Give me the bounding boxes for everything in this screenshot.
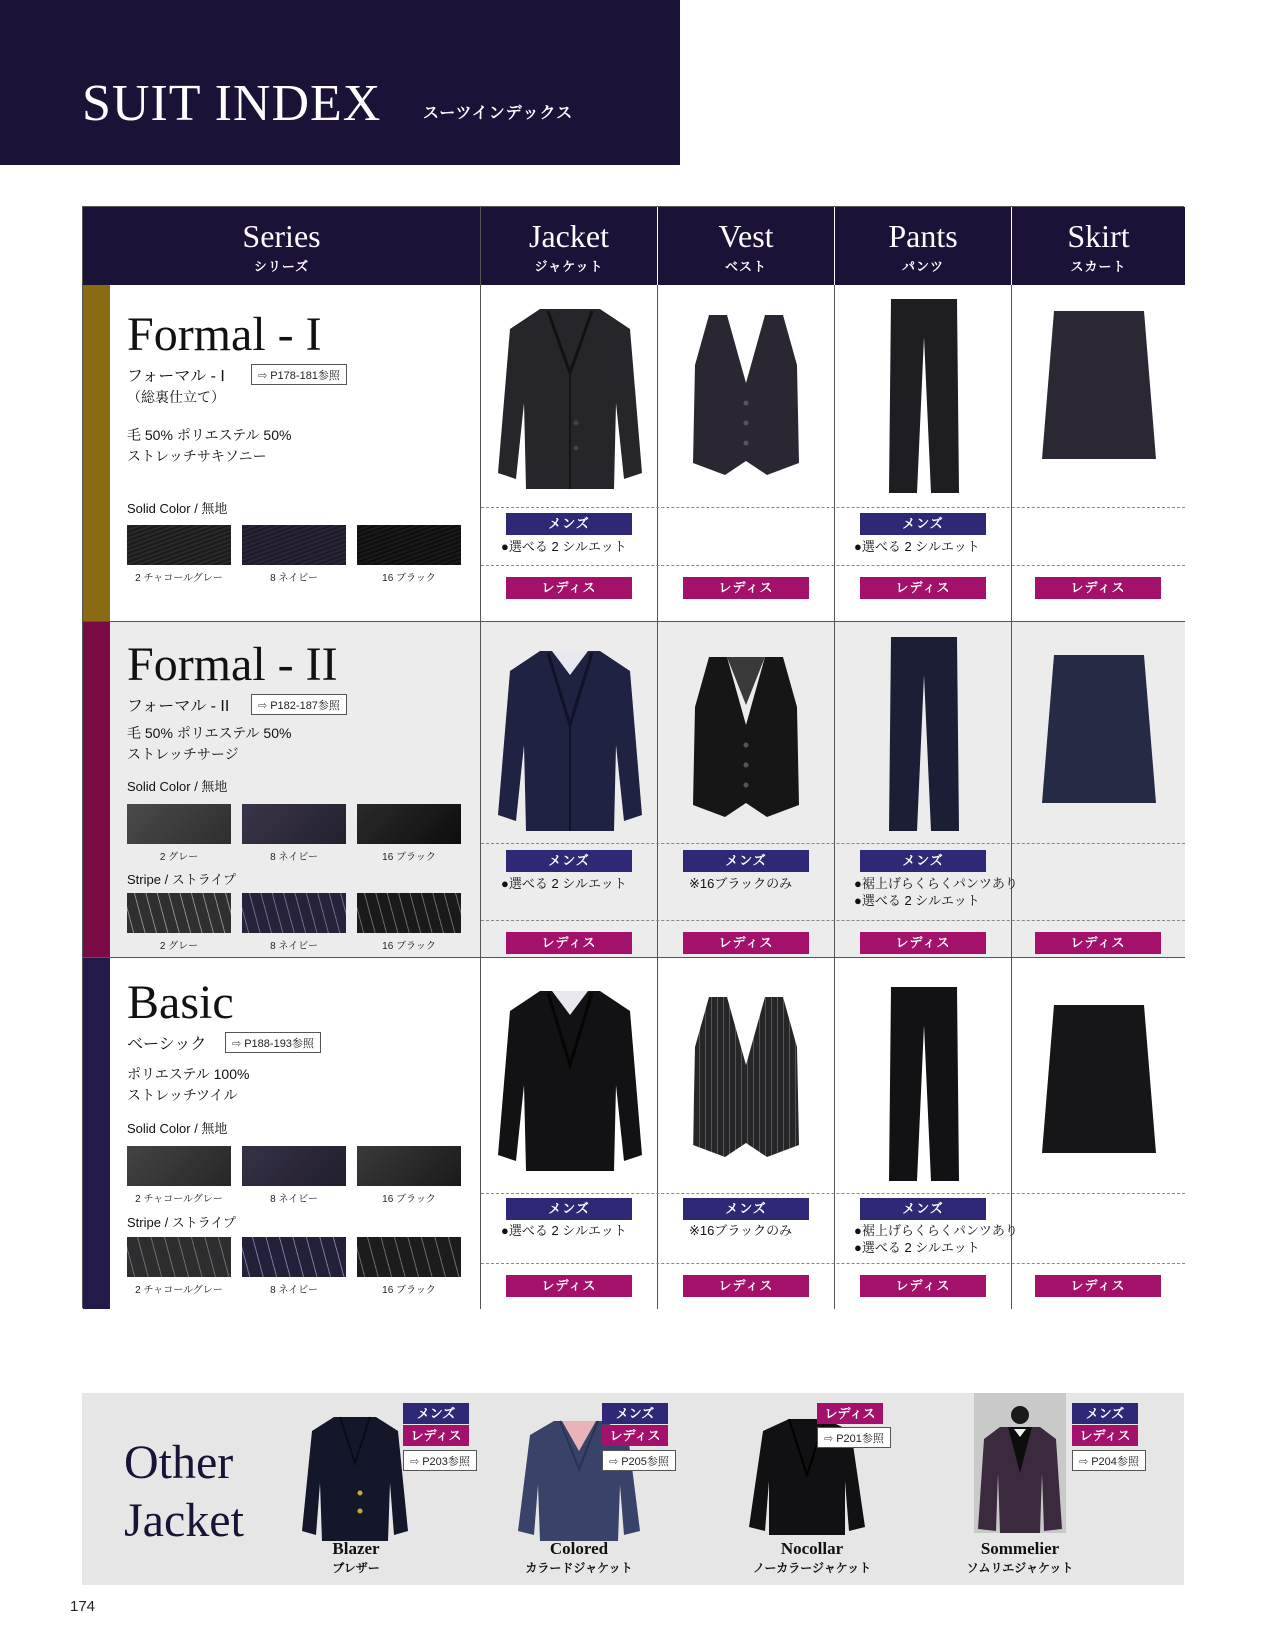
- arrow-icon: ⇨: [258, 370, 268, 382]
- material-line: ポリエステル 100%: [127, 1066, 250, 1082]
- blazer-image: [300, 1413, 410, 1543]
- skirt-image: [1040, 653, 1158, 805]
- arrow-icon: ⇨: [258, 700, 268, 712]
- jacket-image: [496, 303, 644, 493]
- ladies-tag: レディス: [1035, 577, 1161, 599]
- material-line: 毛 50% ポリエステル 50%: [127, 427, 292, 443]
- ladies-tag: レディス: [683, 577, 809, 599]
- ladies-tag: レディス: [403, 1425, 469, 1446]
- mens-tag: メンズ: [683, 1198, 809, 1220]
- swatch-caption: 8 ネイビー: [270, 852, 318, 863]
- swatch-charcoal: [127, 525, 231, 565]
- header-banner: [0, 0, 680, 165]
- swatch-stripe-black: [357, 893, 461, 933]
- swatch-stripe-navy: [242, 893, 346, 933]
- swatch-stripe-navy: [242, 1237, 346, 1277]
- ladies-tag: レディス: [506, 577, 632, 599]
- page-ref-link[interactable]: ⇨ P201参照: [817, 1427, 891, 1448]
- solid-color-label: Solid Color / 無地: [127, 779, 228, 794]
- series-band-basic: [83, 957, 110, 1309]
- suit-index-table: [82, 206, 1184, 1308]
- ladies-tag: レディス: [506, 932, 632, 954]
- ladies-tag: レディス: [683, 1275, 809, 1297]
- solid-color-label: Solid Color / 無地: [127, 1121, 228, 1136]
- jacket-note: ●選べる 2 シルエット: [501, 539, 627, 554]
- page-subtitle: スーツインデックス: [423, 105, 574, 122]
- series-name-basic: Basic: [127, 976, 234, 1029]
- swatch-charcoal: [127, 1146, 231, 1186]
- swatch-black: [357, 525, 461, 565]
- skirt-image: [1040, 1003, 1158, 1155]
- page-ref-link[interactable]: ⇨ P188-193参照: [225, 1032, 321, 1053]
- mens-tag: メンズ: [403, 1403, 469, 1424]
- swatch-black: [357, 804, 461, 844]
- material-line: 毛 50% ポリエステル 50%: [127, 725, 292, 741]
- swatch-caption: 16 ブラック: [382, 941, 436, 952]
- other-title-line2: Jacket: [124, 1494, 244, 1547]
- pants-image: [885, 985, 963, 1181]
- ladies-tag: レディス: [602, 1425, 668, 1446]
- material-line: ストレッチツイル: [127, 1087, 238, 1103]
- page-number: 174: [70, 1598, 96, 1615]
- swatch-caption: 8 ネイビー: [270, 1194, 318, 1205]
- mens-tag: メンズ: [860, 513, 986, 535]
- solid-color-label: Solid Color / 無地: [127, 501, 228, 516]
- material-line: ストレッチサキソニー: [127, 448, 267, 464]
- skirt-image: [1040, 309, 1158, 461]
- swatch-caption: 8 ネイビー: [270, 573, 318, 584]
- arrow-icon: ⇨: [1079, 1456, 1089, 1468]
- vest-note: ※16ブラックのみ: [689, 1223, 793, 1238]
- pants-note: ●選べる 2 シルエット: [854, 1240, 980, 1255]
- pants-note: ●選べる 2 シルエット: [854, 539, 980, 554]
- other-title-line1: Other: [124, 1436, 234, 1489]
- swatch-caption: 2 グレー: [159, 852, 199, 863]
- arrow-icon: ⇨: [609, 1456, 619, 1468]
- swatch-gray: [127, 804, 231, 844]
- ladies-tag: レディス: [860, 1275, 986, 1297]
- series-jp-formal-2: フォーマル - II: [127, 698, 230, 715]
- vest-image: [687, 995, 805, 1159]
- series-band-formal-2: [83, 621, 110, 957]
- series-band-formal-1: [83, 285, 110, 621]
- ladies-tag: レディス: [1035, 1275, 1161, 1297]
- swatch-stripe-gray: [127, 893, 231, 933]
- swatch-navy: [242, 1146, 346, 1186]
- swatch-navy: [242, 525, 346, 565]
- jacket-image: [496, 645, 644, 835]
- series-jp-basic: ベーシック: [127, 1036, 207, 1053]
- page-ref-link[interactable]: ⇨ P205参照: [602, 1450, 676, 1471]
- column-header-skirt: Skirt スカート: [1012, 207, 1185, 285]
- swatch-caption: 16 ブラック: [382, 573, 436, 584]
- column-header-jacket: Jacket ジャケット: [481, 207, 657, 285]
- page-ref-link[interactable]: ⇨ P204参照: [1072, 1450, 1146, 1471]
- swatch-stripe-charcoal: [127, 1237, 231, 1277]
- column-header-vest: Vest ベスト: [658, 207, 834, 285]
- page-ref-link[interactable]: ⇨ P182-187参照: [251, 694, 347, 715]
- stripe-label: Stripe / ストライプ: [127, 1215, 237, 1230]
- material-line: ストレッチサージ: [127, 746, 239, 762]
- vest-note: ※16ブラックのみ: [689, 876, 793, 891]
- other-item-name: Sommelier: [980, 1539, 1060, 1558]
- swatch-caption: 2 チャコールグレー: [135, 1285, 223, 1296]
- other-jacket-section: [82, 1393, 1184, 1585]
- pants-image: [885, 297, 963, 493]
- ladies-tag: レディス: [506, 1275, 632, 1297]
- ladies-tag: レディス: [860, 932, 986, 954]
- jacket-note: ●選べる 2 シルエット: [501, 1223, 627, 1238]
- other-item-jp: ブレザー: [332, 1561, 380, 1575]
- jacket-image: [496, 985, 644, 1175]
- page-title: SUIT INDEX: [82, 75, 382, 132]
- page-ref-link[interactable]: ⇨ P178-181参照: [251, 364, 347, 385]
- arrow-icon: ⇨: [232, 1038, 242, 1050]
- stripe-label: Stripe / ストライプ: [127, 872, 237, 887]
- swatch-caption: 2 チャコールグレー: [135, 1194, 223, 1205]
- series-note: （総裏仕立て）: [127, 389, 225, 405]
- swatch-caption: 16 ブラック: [382, 852, 436, 863]
- swatch-caption: 2 チャコールグレー: [135, 573, 223, 584]
- mens-tag: メンズ: [860, 1198, 986, 1220]
- vest-image: [687, 655, 805, 819]
- swatch-navy: [242, 804, 346, 844]
- sommelier-jacket-image: [978, 1403, 1062, 1533]
- series-name-formal-2: Formal - II: [127, 638, 338, 691]
- series-name-formal-1: Formal - I: [127, 308, 322, 361]
- mens-tag: メンズ: [506, 513, 632, 535]
- other-item-name: Colored: [549, 1539, 609, 1558]
- swatch-stripe-black: [357, 1237, 461, 1277]
- swatch-caption: 16 ブラック: [382, 1285, 436, 1296]
- ladies-tag: レディス: [860, 577, 986, 599]
- column-header-pants: Pants パンツ: [835, 207, 1011, 285]
- pants-image: [885, 635, 963, 831]
- swatch-caption: 8 ネイビー: [270, 1285, 318, 1296]
- ladies-tag: レディス: [1072, 1425, 1138, 1446]
- column-header-series: Series シリーズ: [83, 207, 480, 285]
- other-item-jp: ノーカラージャケット: [752, 1561, 872, 1575]
- mens-tag: メンズ: [602, 1403, 668, 1424]
- swatch-caption: 8 ネイビー: [270, 941, 318, 952]
- other-item-jp: ソムリエジャケット: [966, 1561, 1074, 1575]
- mens-tag: メンズ: [506, 850, 632, 872]
- swatch-caption: 2 グレー: [159, 941, 199, 952]
- swatch-black: [357, 1146, 461, 1186]
- mens-tag: メンズ: [1072, 1403, 1138, 1424]
- other-item-jp: カラードジャケット: [525, 1561, 633, 1575]
- mens-tag: メンズ: [506, 1198, 632, 1220]
- arrow-icon: ⇨: [824, 1433, 834, 1445]
- pants-note: ●選べる 2 シルエット: [854, 893, 980, 908]
- jacket-note: ●選べる 2 シルエット: [501, 876, 627, 891]
- vest-image: [687, 313, 805, 477]
- series-jp-formal-1: フォーマル - I: [127, 368, 225, 385]
- ladies-tag: レディス: [683, 932, 809, 954]
- mens-tag: メンズ: [683, 850, 809, 872]
- other-item-name: Nocollar: [780, 1539, 844, 1558]
- other-item-name: Blazer: [332, 1539, 380, 1558]
- ladies-tag: レディス: [1035, 932, 1161, 954]
- pants-note: ●裾上げらくらくパンツあり: [854, 876, 1018, 891]
- arrow-icon: ⇨: [410, 1456, 420, 1468]
- ladies-tag: レディス: [817, 1403, 883, 1424]
- page-ref-link[interactable]: ⇨ P203参照: [403, 1450, 477, 1471]
- swatch-caption: 16 ブラック: [382, 1194, 436, 1205]
- pants-note: ●裾上げらくらくパンツあり: [854, 1223, 1018, 1238]
- mens-tag: メンズ: [860, 850, 986, 872]
